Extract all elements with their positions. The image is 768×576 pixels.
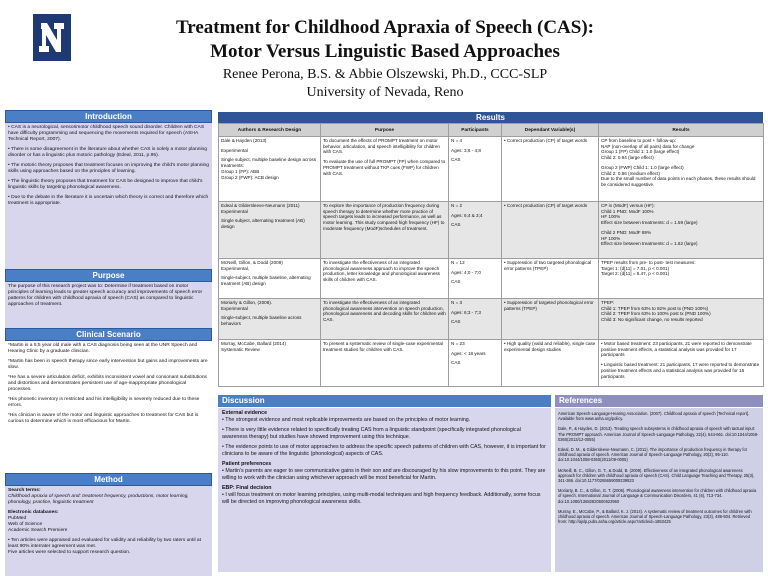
- scenario-item: *Martin has been in speech therapy since early intervention but gains and improvements are slow.: [8, 359, 208, 370]
- cell-line: Group 2 (FWP) Child 1: 1.0 (large effect): [601, 164, 684, 170]
- discussion-point: • I will focus treatment on motor learning principles, using multi-modal techniques and high frequency feedback. Additionally, some focus will be directed on improving phonological awareness skills.: [222, 492, 541, 505]
- cell-line: Ages: 4;0 - 7;0: [451, 269, 481, 275]
- column-header: Dependant Variable(s): [502, 124, 599, 137]
- cell-line: Ages: 3;6 - 4;8: [451, 147, 481, 153]
- results-heading: Results: [218, 112, 763, 123]
- scenario-item: *He has a severe articulation deficit, exhibits inconsistent vowel and consonant substitutions and distortions and demonstrates persistent use of age-inappropriate phonological processes.: [8, 375, 207, 392]
- table-cell-results: [599, 299, 764, 340]
- cell-line: Child 1: TPEP from 63% to 92% post tx (PND 100%): [601, 305, 709, 311]
- references-body: [555, 408, 763, 572]
- cell-line: Single subject, multiple baseline design across treatments:: [221, 157, 316, 169]
- cell-line: TPEP:: [601, 300, 615, 305]
- cell-line: Single-subject, multiple baseline across behaviors: [221, 315, 302, 327]
- cell-line: To evaluate the use of full PROMPT (FP) when compared to PROMPT treatment without TKP cues (FWP) for children with CAS.: [323, 159, 446, 176]
- cell-line: CAS: [451, 157, 461, 163]
- cell-line: To present a systematic review of single-case experimental treatment studies for children with CAS.: [323, 341, 443, 352]
- reference-item: American Speech-Language-Hearing Association. (2007). Childhood apraxia of speech [Technical report]. Available from www.asha.org/policy.: [558, 411, 750, 422]
- method-note: • Ten articles were appraised and evaluated for validity and reliability by two raters until at least 90% interrater agreement was met.: [8, 538, 201, 549]
- cell-line: • Motor based treatment: 23 participants, 21 were reported to demonstrate positive treatment effects, a statistical analysis was provided for 17 participants: [601, 341, 752, 358]
- purpose-body: [5, 282, 212, 328]
- purpose-text: The purpose of this research project was to: Determine if treatment based on motor principles of learning leads to greater speech accuracy and improvements of speech error patterns for children with childhood apraxia of speech (CAS) as compared to linguistic approaches of treatment.: [8, 284, 203, 307]
- table-cell-purpose: [321, 299, 449, 340]
- method-note: Five articles were selected to support research question.: [8, 550, 131, 555]
- cell-line: To investigate the effectiveness of an integrated phonological awareness approach to improve the speech production, letter knowledge and phonological awareness skills of children with CAS.: [323, 260, 440, 283]
- table-cell-participants: [449, 202, 502, 259]
- cell-line: CAS: [451, 360, 461, 366]
- cell-line: Experimental: [221, 208, 248, 214]
- cell-line: Effect size between treatments: d = 1.62 (large): [601, 241, 698, 247]
- table-cell-participants: [449, 259, 502, 299]
- results-header-row: [219, 124, 764, 137]
- university: University of Nevada, Reno: [306, 85, 464, 100]
- cell-line: Group 1 (FP): ABB: [221, 168, 260, 174]
- table-cell-results: [599, 259, 764, 299]
- cell-line: Moriarty & Gillon, (2006).: [221, 300, 273, 305]
- table-row: [219, 299, 764, 340]
- university-logo: [33, 14, 71, 61]
- table-cell-purpose: [321, 259, 449, 299]
- search-terms-label: Search terms:: [8, 488, 41, 493]
- cell-line: To explore the importance of production frequency during speech therapy to determine whether more practice of speech targets leads to increased performance, as well as motor learning. This study compared high frequency (HF) to moderate frequency (ModF)schedules of treatment.: [323, 203, 445, 231]
- table-cell-authors: [219, 137, 321, 202]
- discussion-body: [218, 408, 551, 572]
- discussion-point: • The strongest evidence and most replicable improvements are based on the principles of motor learning.: [222, 417, 471, 423]
- n-logo-icon: [33, 14, 71, 61]
- cell-line: N = 3: [451, 300, 463, 305]
- left-column: [5, 110, 212, 576]
- reference-item: McNeill, B. C., Gillon, G. T., & Dodd, B. (2009). Effectiveness of an integrated phonological awareness approach for children with childhood apraxia of speech (CAS). Child Language Teaching and Therapy, 25(3), 341-366. doi:10.1177/0265659009339823: [558, 467, 755, 484]
- table-row: [219, 202, 764, 259]
- discussion-point: • The evidence points to use of motor approaches to address the specific speech patterns of children with CAS, however, it is important for clinicians to be aware of the linguistic (phonological) aspects of CAS.: [222, 444, 546, 457]
- cell-line: Ages: 6;3 - 7;3: [451, 309, 481, 315]
- clinical-scenario-body: [5, 341, 212, 473]
- references-heading: References: [555, 395, 763, 407]
- column-header: Authors & Research Design: [219, 124, 321, 137]
- database-item: PubMed: [8, 516, 27, 521]
- title-line-2: Motor Versus Linguistic Based Approaches: [210, 41, 560, 62]
- reference-item: Dale, P., & Hayden, D. (2013). Treating speech subsystems in childhood apraxia of speech with tactual input: The PROMPT approach. American Journal of Speech-Language Pathology, 22(4), 644-661. doi:10.1044/1058-0360(2013/12-0055): [558, 426, 759, 442]
- cell-line: Murray, McCabe, Ballard (2014): [221, 341, 287, 346]
- scenario-item: *His clinician is aware of the motor and linguistic approaches to treatment for CAS but is curious to determine which is most efficacious for Martin.: [8, 413, 199, 424]
- cell-line: Due to the small number of data points in each phases, these results should be considered suggestive.: [601, 176, 756, 187]
- cell-line: To investigate the effectiveness of an integrated phonological awareness intervention on speech production, phonological awareness and decoding skills for children with CAS.: [323, 300, 446, 323]
- cell-line: • High quality (valid and reliable), single case experimental design studies: [504, 341, 596, 352]
- database-item: Academic Search Premiere: [8, 528, 68, 533]
- results-body: [219, 137, 764, 387]
- cell-line: • Correct production (CP) of target words: [504, 203, 588, 208]
- table-cell-dependent: [502, 137, 599, 202]
- column-header: Results: [599, 124, 764, 137]
- authors: Renee Perona, B.S. & Abbie Olszewski, Ph.D., CCC-SLP: [222, 67, 548, 82]
- table-cell-purpose: [321, 202, 449, 259]
- introduction-heading: Introduction: [5, 110, 212, 123]
- reference-item: Moriarty, B. C., & Gillon, G. T. (2006). Phonological awareness intervention for children with childhood apraxia of speech. International Journal of Language & Communication Disorders, 41 (6), 713-734. doi:10.1080/13682820600623960: [558, 488, 757, 504]
- clinical-scenario-heading: Clinical Scenario: [5, 328, 212, 341]
- table-cell-participants: [449, 137, 502, 202]
- column-header: Purpose: [321, 124, 449, 137]
- table-cell-dependent: [502, 202, 599, 259]
- poster-title: [150, 16, 620, 64]
- scenario-item: *His phonetic inventory is restricted and his intelligibility is severely reduced due to these errors.: [8, 397, 200, 408]
- intro-item: • The motoric theory proposes that treatment focuses on improving the child's motor planning skills using approaches based on the principles of learning.: [8, 163, 210, 174]
- external-evidence-heading: External evidence: [222, 410, 268, 416]
- cell-line: CP from baseline to post + follow-up:: [601, 138, 677, 143]
- intro-item: • There is some disagreement in the literature about whether CAS is solely a motor planning disorder or has a linguistic plus motoric pathology (Edeal, 2011, p.95).: [8, 147, 207, 158]
- method-body: [5, 486, 212, 576]
- cell-line: CAS: [451, 222, 461, 228]
- cell-line: Target 1: (d[11] = 7.01, p < 0.001): [601, 265, 670, 271]
- reference-item: Edeal, D. M., & Gildersleeve-Neumann, C. (2011). The importance of production frequency in therapy for childhood apraxia of speech. American Journal of Speech-Language Pathology, 20(2), 95-110. doi:10.1044/1058-0360(2011/09-0005): [558, 447, 748, 463]
- cell-line: N = 23: [451, 341, 465, 346]
- cell-line: Single subject, alternating treatment (AB) design: [221, 218, 305, 230]
- cell-line: Child 2: 0.86 (medium effect): [601, 170, 660, 176]
- cell-line: McNeill, Gillon, & Dodd (2009): [221, 260, 283, 265]
- cell-line: CAS: [451, 279, 461, 285]
- table-cell-authors: [219, 202, 321, 259]
- intro-item: • The linguistic theory proposes that treatment for CAS be designed to improve that child's linguistic skills by targeting phonological awareness.: [8, 179, 203, 190]
- cell-line: Group 2 (FWP): ACB design: [221, 174, 279, 180]
- cell-line: Dale & Hayden (2013): [221, 138, 267, 143]
- cell-line: Edeal & Gildersleeve-Neumann (2011): [221, 203, 300, 208]
- cell-line: NAP (non-overlap of all pairs) data for change: [601, 143, 695, 149]
- table-cell-purpose: [321, 340, 449, 387]
- cell-line: Group 1 (FP) Child 1: 1.0 (large effect): [601, 149, 680, 155]
- table-cell-results: [599, 137, 764, 202]
- cell-line: Single-subject, multiple baseline, alternating treatment (AB) design: [221, 275, 311, 287]
- intro-item: • CAS is a neurological, sensorimotor childhood speech sound disorder. Children with CAS have difficulty programming and sequencing the movements required for speech (ASHA Technical Report, 2007).: [8, 125, 205, 142]
- introduction-body: [5, 123, 212, 269]
- search-terms: Childhood apraxia of speech and: treatment frequency, productions, motor learning, phonology, practice, linguistic treatment: [8, 494, 189, 505]
- cell-line: Experimental: [221, 147, 248, 153]
- cell-line: N = 12: [451, 260, 465, 265]
- database-item: Web of Science: [8, 522, 43, 527]
- table-row: [219, 340, 764, 387]
- cell-line: Effect size between treatments: d = 1.59 (large): [601, 220, 698, 226]
- cell-line: Systematic Review: [221, 346, 260, 352]
- databases-label: Electronic databases:: [8, 510, 59, 515]
- intro-item: • Due to the debate in the literature it is uncertain which theory is correct and therefore which treatment is appropriate.: [8, 195, 209, 206]
- title-line-1: Treatment for Childhood Apraxia of Speech (CAS):: [176, 17, 594, 38]
- table-row: [219, 137, 764, 202]
- patient-preferences-heading: Patient preferences: [222, 461, 272, 467]
- cell-line: • Suppression of targeted phonological error patterns (TPEP): [504, 300, 594, 311]
- ebp-decision-heading: EBP: Final decision: [222, 485, 272, 491]
- cell-line: Child 1 PND: ModF 100%: [601, 208, 654, 214]
- cell-line: N = 2: [451, 203, 463, 208]
- table-cell-dependent: [502, 259, 599, 299]
- table-row: [219, 259, 764, 299]
- table-cell-authors: [219, 299, 321, 340]
- results-table: [218, 123, 764, 387]
- cell-line: CP in (ModF) versus (HF):: [601, 203, 655, 208]
- scenario-item: *Martin is a 5;5 year old male with a CAS diagnosis being seen at the UNR Speech and Hearing Clinic by a graduate clinician.: [8, 343, 198, 354]
- cell-line: Child 2 PND: ModF 89%: [601, 229, 652, 235]
- cell-line: N = 4: [451, 138, 463, 143]
- cell-line: Ages: 6;4 & 3;4: [451, 212, 483, 218]
- table-cell-dependent: [502, 299, 599, 340]
- table-cell-results: [599, 340, 764, 387]
- cell-line: To document the effects of PROMPT treatment on motor behavior, articulation, and speech intelligibility for children with CAS.: [323, 138, 440, 155]
- discussion-point: • There is very little evidence related to specifically treating CAS from a linguistic standpoint (specifically integrated phonological awareness therapy) but studies have showed improvement using this technique.: [222, 427, 521, 440]
- purpose-heading: Purpose: [5, 269, 212, 282]
- cell-line: Experimental,: [221, 265, 250, 271]
- cell-line: Child 3: No significant change, no results reported: [601, 317, 703, 323]
- cell-line: HF 100%: [601, 214, 621, 220]
- column-header: Participants: [449, 124, 502, 137]
- cell-line: • Suppression of two targeted phonological error patterns (TPEP): [504, 260, 592, 271]
- cell-line: CAS: [451, 319, 461, 325]
- cell-line: Child 2: TPEP from 63% to 100% post tx (PND 100%): [601, 311, 711, 317]
- discussion-point: • Martin's parents are eager to see communicative gains in their son and are discouraged by his slow improvements to this point. They are willing to work with the clinician using whichever approach will be most beneficial for Martin.: [222, 468, 546, 481]
- table-cell-authors: [219, 340, 321, 387]
- table-cell-results: [599, 202, 764, 259]
- reference-item: Murray, E., McCabe, P., & Ballard, K. J. (2014). A systematic review of treatment outcomes for children with childhood apraxia of speech. American Journal of Speech-Language Pathology, 23(3), 486-504. Retrieved from: http://ajslp.pubs.asha.org/article.aspx?articleid=1853425: [558, 508, 752, 525]
- cell-line: Ages: < 18 years: [451, 350, 486, 356]
- cell-line: Child 2: 0.94 (large effect): [601, 155, 654, 161]
- cell-line: HF 100%: [601, 235, 621, 241]
- table-cell-dependent: [502, 340, 599, 387]
- table-cell-participants: [449, 340, 502, 387]
- cell-line: • Linguistic based treatment: 21 participants, 17 were reported to demonstrate positive treatment effects and a statistical analysis was provided for 16 participants: [601, 362, 760, 379]
- cell-line: • Correct production (CP) of target words: [504, 138, 588, 143]
- cell-line: Experimental: [221, 305, 248, 311]
- discussion-heading: Discussion: [218, 395, 551, 407]
- method-heading: Method: [5, 473, 212, 486]
- cell-line: Target 2: (d[11] = 5.47, p < 0.001): [601, 271, 670, 277]
- table-cell-participants: [449, 299, 502, 340]
- cell-line: TPEP results from pre- to post- test measures:: [601, 260, 696, 265]
- table-cell-purpose: [321, 137, 449, 202]
- table-cell-authors: [219, 259, 321, 299]
